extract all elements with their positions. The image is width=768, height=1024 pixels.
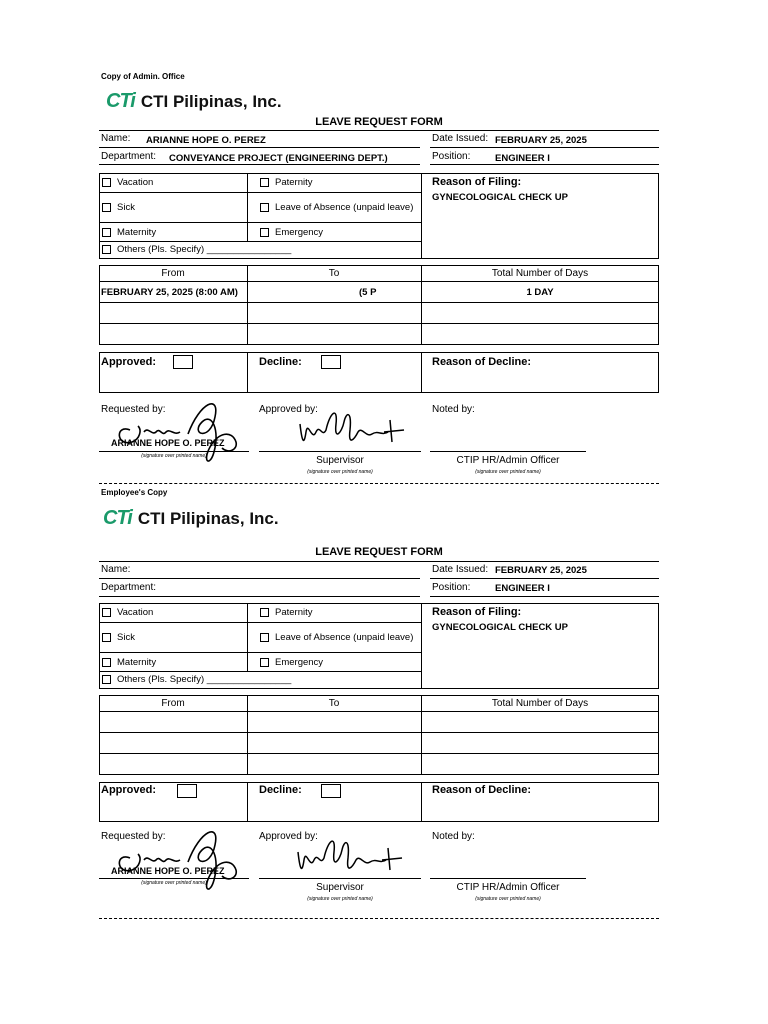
leave-of-absence-label: Leave of Absence (unpaid leave)	[275, 202, 414, 213]
cut-line	[99, 918, 659, 919]
requester-signature	[110, 820, 260, 902]
position-label: Position:	[432, 151, 471, 162]
checkbox-icon	[102, 178, 111, 187]
approved-checkbox[interactable]	[173, 355, 193, 369]
paternity-checkbox[interactable]	[260, 607, 313, 618]
date-issued-label: Date Issued:	[432, 133, 489, 144]
position-value[interactable]: ENGINEER I	[495, 153, 550, 164]
total-days-header: Total Number of Days	[491, 268, 589, 279]
form-title: LEAVE REQUEST FORM	[315, 116, 443, 128]
supervisor-signature	[292, 402, 412, 452]
from-header: From	[161, 268, 185, 279]
department-label: Department:	[101, 151, 157, 162]
approved-label: Approved:	[101, 784, 156, 796]
hr-officer-role: CTIP HR/Admin Officer	[456, 882, 560, 893]
company-logo	[106, 90, 282, 113]
paternity-checkbox[interactable]	[260, 177, 313, 188]
checkbox-icon	[102, 228, 111, 237]
supervisor-signature	[290, 830, 410, 880]
to-header: To	[328, 268, 340, 279]
noted-by-label: Noted by:	[432, 404, 475, 415]
decline-checkbox[interactable]	[321, 784, 341, 798]
approved-by-label: Approved by:	[259, 404, 318, 415]
approved-by-label: Approved by:	[259, 831, 318, 842]
requested-by-label: Requested by:	[101, 831, 166, 842]
emergency-label: Emergency	[275, 657, 324, 668]
cut-line	[99, 483, 659, 484]
emergency-label: Emergency	[275, 227, 324, 238]
supervisor-role: Supervisor	[316, 882, 364, 893]
reason-of-filing-value[interactable]: GYNECOLOGICAL CHECK UP	[432, 622, 569, 633]
reason-of-filing-value[interactable]: GYNECOLOGICAL CHECK UP	[432, 192, 569, 203]
form-title: LEAVE REQUEST FORM	[315, 546, 443, 558]
maternity-label: Maternity	[117, 227, 157, 238]
sig-caption: (signature over printed name)	[475, 469, 541, 475]
checkbox-icon	[260, 178, 269, 187]
checkbox-icon	[260, 658, 269, 667]
copy-label-employee: Employee's Copy	[101, 488, 168, 497]
from-value[interactable]: FEBRUARY 25, 2025 (8:00 AM)	[101, 287, 238, 298]
date-issued-label: Date Issued:	[432, 564, 489, 575]
requested-by-name: ARIANNE HOPE O. PEREZ	[111, 438, 225, 448]
decline-checkbox[interactable]	[321, 355, 341, 369]
sick-checkbox[interactable]	[102, 202, 135, 213]
name-value[interactable]: ARIANNE HOPE O. PEREZ	[146, 135, 266, 146]
hr-officer-role: CTIP HR/Admin Officer	[456, 455, 560, 466]
checkbox-icon	[260, 203, 269, 212]
sig-caption: (signature over printed name)	[141, 880, 207, 886]
logo-mark: CTi	[106, 90, 135, 112]
others-checkbox[interactable]	[102, 674, 291, 685]
name-label: Name:	[101, 133, 131, 144]
checkbox-icon	[260, 608, 269, 617]
checkbox-icon	[102, 633, 111, 642]
logo-mark: CTi	[103, 507, 132, 529]
vacation-checkbox[interactable]	[102, 607, 153, 618]
vacation-checkbox[interactable]	[102, 177, 153, 188]
maternity-label: Maternity	[117, 657, 157, 668]
checkbox-icon	[102, 245, 111, 254]
sick-label: Sick	[117, 632, 135, 643]
sig-caption: (signature over printed name)	[307, 469, 373, 475]
checkbox-icon	[260, 633, 269, 642]
others-label: Others (Pls. Specify) ________________	[117, 244, 292, 255]
sig-caption: (signature over printed name)	[475, 896, 541, 902]
paternity-label: Paternity	[275, 607, 313, 618]
company-name: CTI Pilipinas, Inc.	[137, 508, 279, 528]
company-logo	[103, 507, 279, 530]
sig-caption: (signature over printed name)	[141, 453, 207, 459]
checkbox-icon	[102, 203, 111, 212]
to-header: To	[328, 698, 340, 709]
reason-of-filing-label: Reason of Filing:	[432, 176, 522, 188]
copy-label-admin: Copy of Admin. Office	[101, 72, 185, 81]
sig-caption: (signature over printed name)	[307, 896, 373, 902]
checkbox-icon	[102, 608, 111, 617]
vacation-label: Vacation	[117, 607, 154, 618]
date-issued-value[interactable]: FEBRUARY 25, 2025	[495, 135, 587, 146]
from-header: From	[161, 698, 185, 709]
others-label: Others (Pls. Specify) ________________	[117, 674, 292, 685]
reason-of-filing-label: Reason of Filing:	[432, 606, 522, 618]
checkbox-icon	[102, 675, 111, 684]
emergency-checkbox[interactable]	[260, 657, 323, 668]
total-days-value[interactable]: 1 DAY	[526, 287, 554, 298]
requested-by-name: ARIANNE HOPE O. PEREZ	[111, 866, 225, 876]
leave-of-absence-checkbox[interactable]	[260, 632, 413, 643]
to-value[interactable]: (5 P	[359, 287, 377, 298]
maternity-checkbox[interactable]	[102, 657, 156, 668]
leave-of-absence-label: Leave of Absence (unpaid leave)	[275, 632, 414, 643]
reason-of-decline-label: Reason of Decline:	[432, 784, 532, 796]
company-name: CTI Pilipinas, Inc.	[140, 91, 282, 111]
sick-label: Sick	[117, 202, 135, 213]
name-label: Name:	[101, 564, 131, 575]
noted-by-label: Noted by:	[432, 831, 475, 842]
requester-signature	[110, 392, 260, 474]
reason-of-decline-label: Reason of Decline:	[432, 356, 532, 368]
leave-of-absence-checkbox[interactable]	[260, 202, 413, 213]
position-value[interactable]: ENGINEER I	[495, 583, 550, 594]
sick-checkbox[interactable]	[102, 632, 135, 643]
approved-label: Approved:	[101, 356, 156, 368]
department-value[interactable]: CONVEYANCE PROJECT (ENGINEERING DEPT.)	[169, 153, 388, 164]
others-checkbox[interactable]	[102, 244, 291, 255]
position-label: Position:	[432, 582, 471, 593]
emergency-checkbox[interactable]	[260, 227, 323, 238]
requested-by-label: Requested by:	[101, 404, 166, 415]
decline-label: Decline:	[259, 356, 302, 368]
checkbox-icon	[102, 658, 111, 667]
paternity-label: Paternity	[275, 177, 313, 188]
department-label: Department:	[101, 582, 157, 593]
checkbox-icon	[260, 228, 269, 237]
maternity-checkbox[interactable]	[102, 227, 156, 238]
approved-checkbox[interactable]	[177, 784, 197, 798]
date-issued-value[interactable]: FEBRUARY 25, 2025	[495, 565, 587, 576]
vacation-label: Vacation	[117, 177, 154, 188]
supervisor-role: Supervisor	[316, 455, 364, 466]
decline-label: Decline:	[259, 784, 302, 796]
total-days-header: Total Number of Days	[491, 698, 589, 709]
